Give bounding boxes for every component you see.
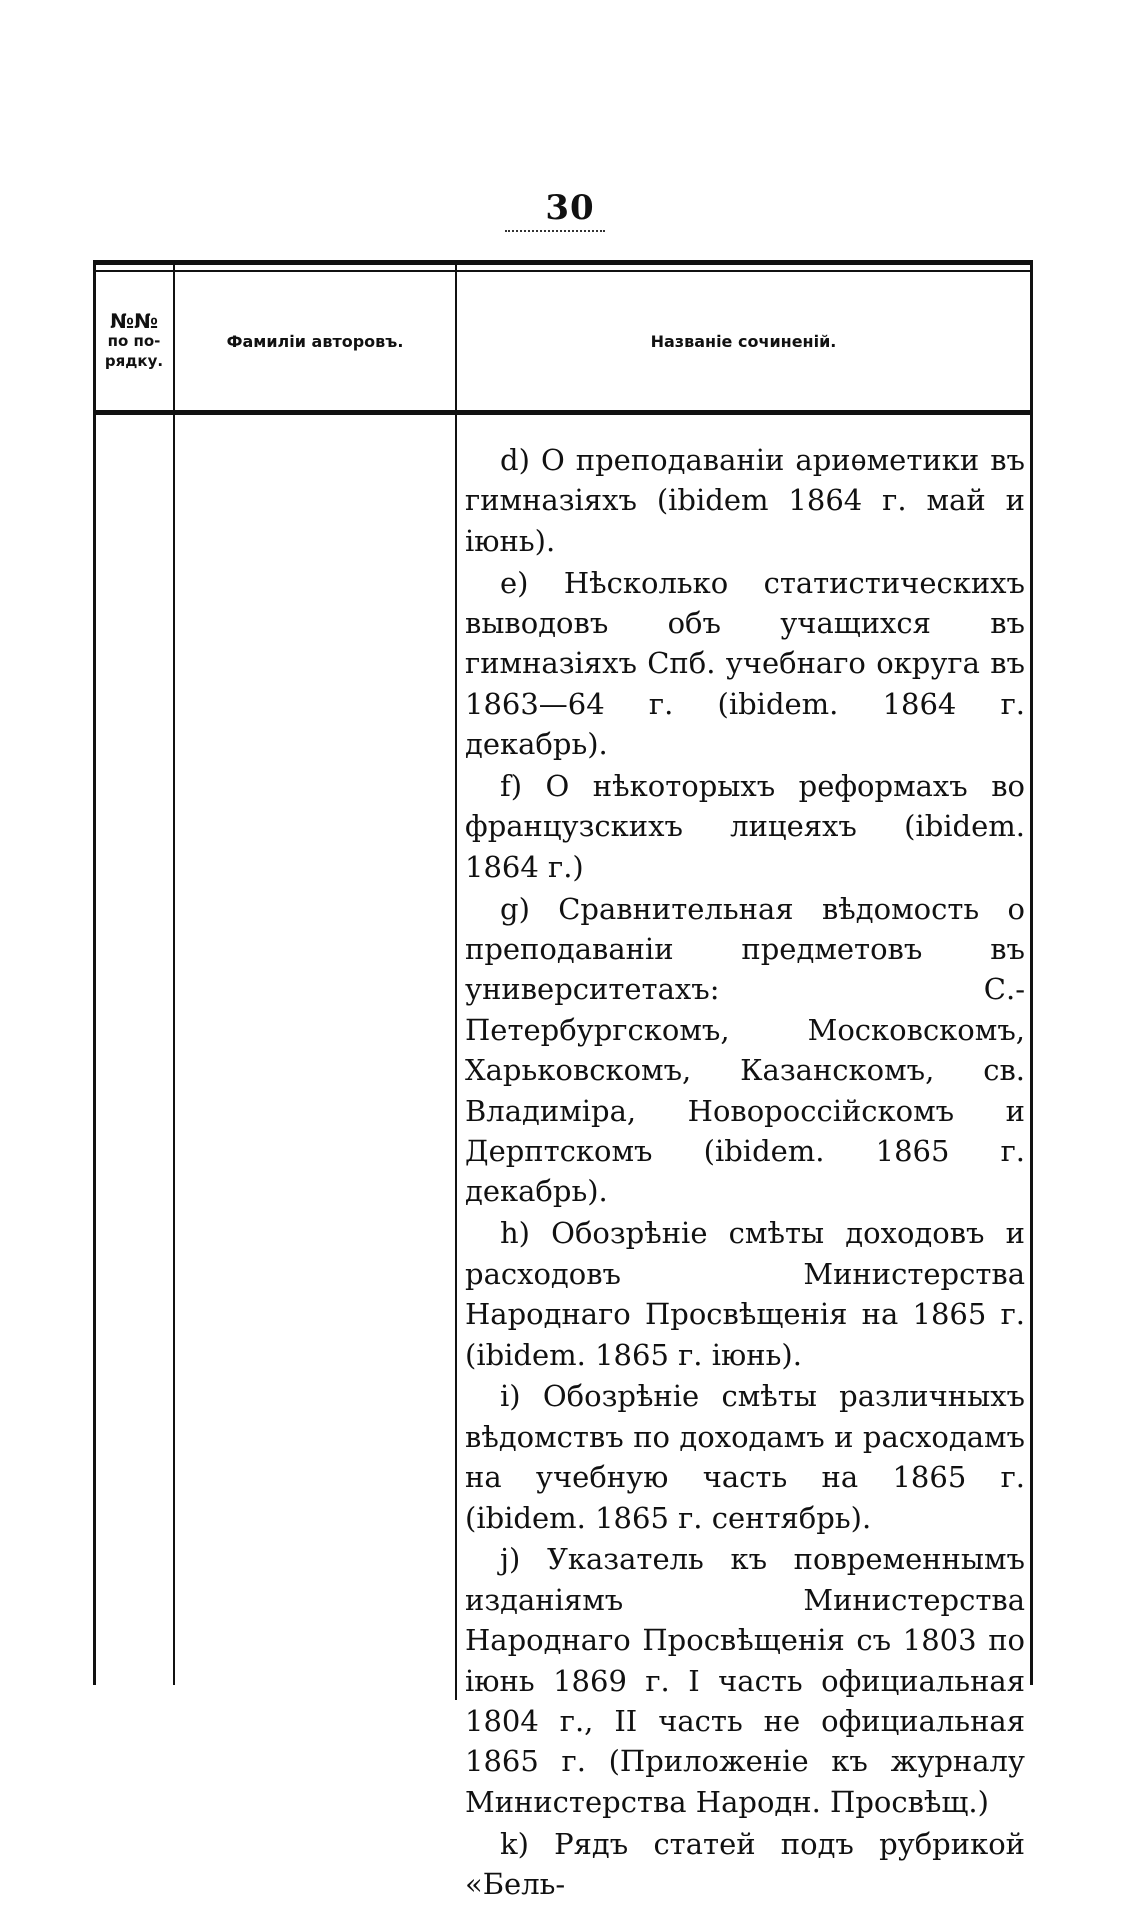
entry-h: h) Обозрѣніе смѣты доходовъ и расходовъ Министерства Народнаго Просвѣщенія на 1865 г. (ibidem. 1865 г. іюнь). bbox=[465, 1216, 1025, 1372]
number-sign: №№ bbox=[109, 309, 159, 333]
header-number-line2: рядку. bbox=[104, 352, 164, 370]
page-number: 30 bbox=[545, 188, 595, 228]
header-authors-column: Фамиліи авторовъ. bbox=[226, 331, 404, 351]
entry-j: j) Указатель къ повременнымъ изданіямъ Министерства Народнаго Просвѣщенія съ 1803 по іюнь 1869 г. I часть официальная 1804 г., II часть не официальная 1865 г. (Приложеніе къ журналу Министерства Народн. Просвѣщ.) bbox=[465, 1542, 1025, 1819]
header-number-line1: по по- bbox=[107, 332, 161, 350]
entry-i: i) Обозрѣніе смѣты различныхъ вѣдомствъ по доходамъ и расходамъ на учебную часть на 1865 г. (ibidem. 1865 г. сентябрь). bbox=[465, 1379, 1025, 1535]
column-divider-1 bbox=[173, 260, 175, 1685]
header-bottom-rule bbox=[93, 410, 1033, 415]
page-number-underline bbox=[505, 230, 605, 232]
works-column-text bbox=[465, 440, 1025, 1906]
header-works-column: Названіе сочиненій. bbox=[650, 331, 837, 351]
table-right-border bbox=[1030, 260, 1033, 1685]
entry-d: d) О преподаваніи ариѳметики въ гимназіяхъ (ibidem 1864 г. май и іюнь). bbox=[465, 443, 1025, 558]
entry-k: k) Рядъ статей подъ рубрикой «Бель- bbox=[465, 1826, 1025, 1901]
table-top-rule bbox=[93, 260, 1033, 265]
entry-g: g) Сравнительная вѣдомость о преподаваніи предметовъ въ университетахъ: С.-Петербургскомъ, Московскомъ, Харьковскомъ, Казанскомъ, св. Владиміра, Новороссійскомъ и Дерптскомъ (ibidem. 1865 г. декабрь). bbox=[465, 891, 1025, 1209]
bibliography-table bbox=[93, 260, 1033, 1901]
header-number-column bbox=[95, 272, 173, 410]
entry-f: f) О нѣкоторыхъ реформахъ во французскихъ лицеяхъ (ibidem. 1864 г.) bbox=[465, 769, 1025, 884]
table-left-border bbox=[93, 260, 96, 1685]
entry-e: е) Нѣсколько статистическихъ выводовъ объ учащихся въ гимназіяхъ Спб. учебнаго округа въ 1863—64 г. (ibidem. 1864 г. декабрь). bbox=[465, 565, 1025, 762]
column-divider-2 bbox=[455, 260, 457, 1700]
